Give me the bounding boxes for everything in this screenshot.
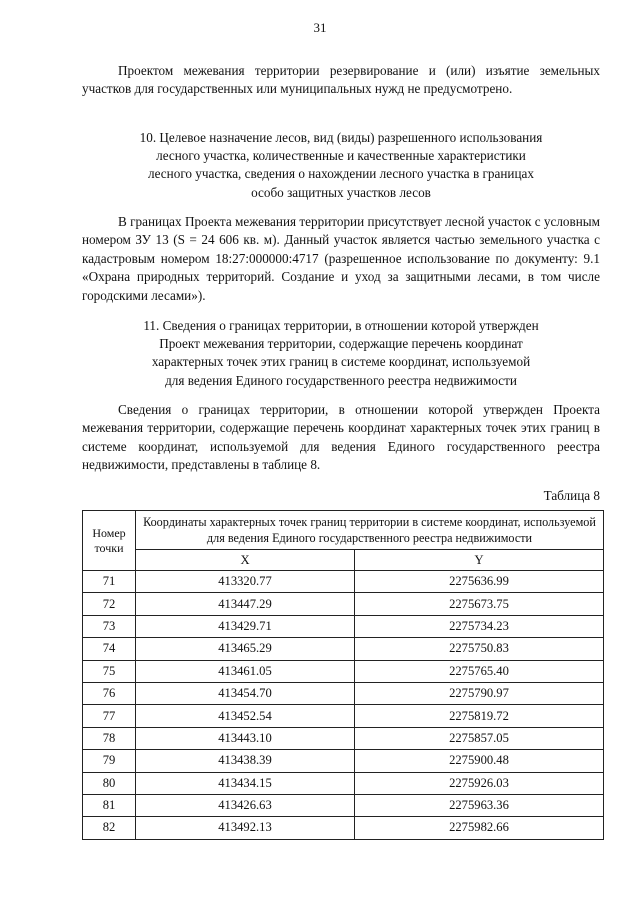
point-number-cell: 77 bbox=[83, 705, 136, 727]
x-coordinate-cell: 413426.63 bbox=[136, 794, 355, 816]
point-number-cell: 82 bbox=[83, 817, 136, 839]
header-coordinates: Координаты характерных точек границ территории в системе координат, используемой для ведения Единого государственного реестра недвижимости bbox=[136, 511, 604, 550]
point-number-cell: 76 bbox=[83, 682, 136, 704]
table-label: Таблица 8 bbox=[543, 488, 600, 503]
point-number-cell: 74 bbox=[83, 638, 136, 660]
y-coordinate-cell: 2275926.03 bbox=[355, 772, 604, 794]
table-row bbox=[83, 638, 604, 660]
y-coordinate-cell: 2275636.99 bbox=[355, 571, 604, 593]
y-coordinate-cell: 2275734.23 bbox=[355, 615, 604, 637]
table-row bbox=[83, 817, 604, 839]
point-number-cell: 73 bbox=[83, 615, 136, 637]
x-coordinate-cell: 413492.13 bbox=[136, 817, 355, 839]
x-coordinate-cell: 413320.77 bbox=[136, 571, 355, 593]
x-coordinate-cell: 413447.29 bbox=[136, 593, 355, 615]
intro-paragraph: Проектом межевания территории резервирование и (или) изъятие земельных участков для государственных или муниципальных нужд не предусмотрено. bbox=[82, 63, 600, 97]
x-coordinate-cell: 413443.10 bbox=[136, 727, 355, 749]
section-10-heading-line: лесного участка, сведения о нахождении лесного участка в границах bbox=[148, 166, 534, 182]
y-coordinate-cell: 2275790.97 bbox=[355, 682, 604, 704]
section-11-heading bbox=[82, 317, 600, 390]
point-number-cell: 75 bbox=[83, 660, 136, 682]
y-coordinate-cell: 2275750.83 bbox=[355, 638, 604, 660]
section-10-heading-line: 10. Целевое назначение лесов, вид (виды) разрешенного использования bbox=[139, 130, 543, 145]
x-coordinate-cell: 413429.71 bbox=[136, 615, 355, 637]
x-coordinate-cell: 413452.54 bbox=[136, 705, 355, 727]
section-10-heading bbox=[82, 129, 600, 202]
x-coordinate-cell: 413454.70 bbox=[136, 682, 355, 704]
y-coordinate-cell: 2275982.66 bbox=[355, 817, 604, 839]
section-10-heading-line: лесного участка, количественные и качественные характеристики bbox=[156, 148, 526, 164]
table-row bbox=[83, 772, 604, 794]
header-x: X bbox=[136, 550, 355, 571]
point-number-cell: 78 bbox=[83, 727, 136, 749]
x-coordinate-cell: 413465.29 bbox=[136, 638, 355, 660]
section-11-heading-line: 11. Сведения о границах территории, в отношении которой утвержден bbox=[143, 318, 539, 333]
y-coordinate-cell: 2275857.05 bbox=[355, 727, 604, 749]
section-11-body: Сведения о границах территории, в отношении которой утвержден Проекта межевания территории, содержащие перечень координат характерных точек этих границ в системе координат, используемой для ведения Единого государственного реестра недвижимости, представлены в таблице 8. bbox=[82, 402, 600, 473]
y-coordinate-cell: 2275765.40 bbox=[355, 660, 604, 682]
section-11-heading-line: характерных точек этих границ в системе координат, используемой bbox=[151, 354, 531, 370]
point-number-cell: 81 bbox=[83, 794, 136, 816]
point-number-cell: 72 bbox=[83, 593, 136, 615]
section-10-heading-line: особо защитных участков лесов bbox=[251, 184, 431, 200]
table-row bbox=[83, 593, 604, 615]
table-row bbox=[83, 571, 604, 593]
table-row bbox=[83, 615, 604, 637]
x-coordinate-cell: 413461.05 bbox=[136, 660, 355, 682]
table-row bbox=[83, 682, 604, 704]
y-coordinate-cell: 2275900.48 bbox=[355, 750, 604, 772]
coordinates-table bbox=[82, 510, 604, 840]
section-10-body: В границах Проекта межевания территории присутствует лесной участок с условным номером ЗУ 13 (S = 24 606 кв. м). Данный участок является частью земельного участка с кадастровым номером 18:27:000000:4717 (разрешенное использование по документу: 9.1 «Охрана природных территорий. Создание и уход за защитными лесами, в том числе городскими лесами»). bbox=[82, 214, 600, 303]
table-row bbox=[83, 750, 604, 772]
table-row bbox=[83, 727, 604, 749]
point-number-cell: 79 bbox=[83, 750, 136, 772]
table-row bbox=[83, 794, 604, 816]
x-coordinate-cell: 413438.39 bbox=[136, 750, 355, 772]
section-11-heading-line: для ведения Единого государственного реестра недвижимости bbox=[165, 372, 517, 388]
header-point-number: Номер точки bbox=[83, 511, 136, 571]
table-row bbox=[83, 660, 604, 682]
point-number-cell: 71 bbox=[83, 571, 136, 593]
point-number-cell: 80 bbox=[83, 772, 136, 794]
y-coordinate-cell: 2275819.72 bbox=[355, 705, 604, 727]
y-coordinate-cell: 2275963.36 bbox=[355, 794, 604, 816]
page-number: 31 bbox=[313, 20, 327, 35]
table-body bbox=[83, 571, 604, 840]
x-coordinate-cell: 413434.15 bbox=[136, 772, 355, 794]
y-coordinate-cell: 2275673.75 bbox=[355, 593, 604, 615]
section-11-heading-line: Проект межевания территории, содержащие перечень координат bbox=[159, 336, 523, 352]
table-row bbox=[83, 705, 604, 727]
header-y: Y bbox=[355, 550, 604, 571]
